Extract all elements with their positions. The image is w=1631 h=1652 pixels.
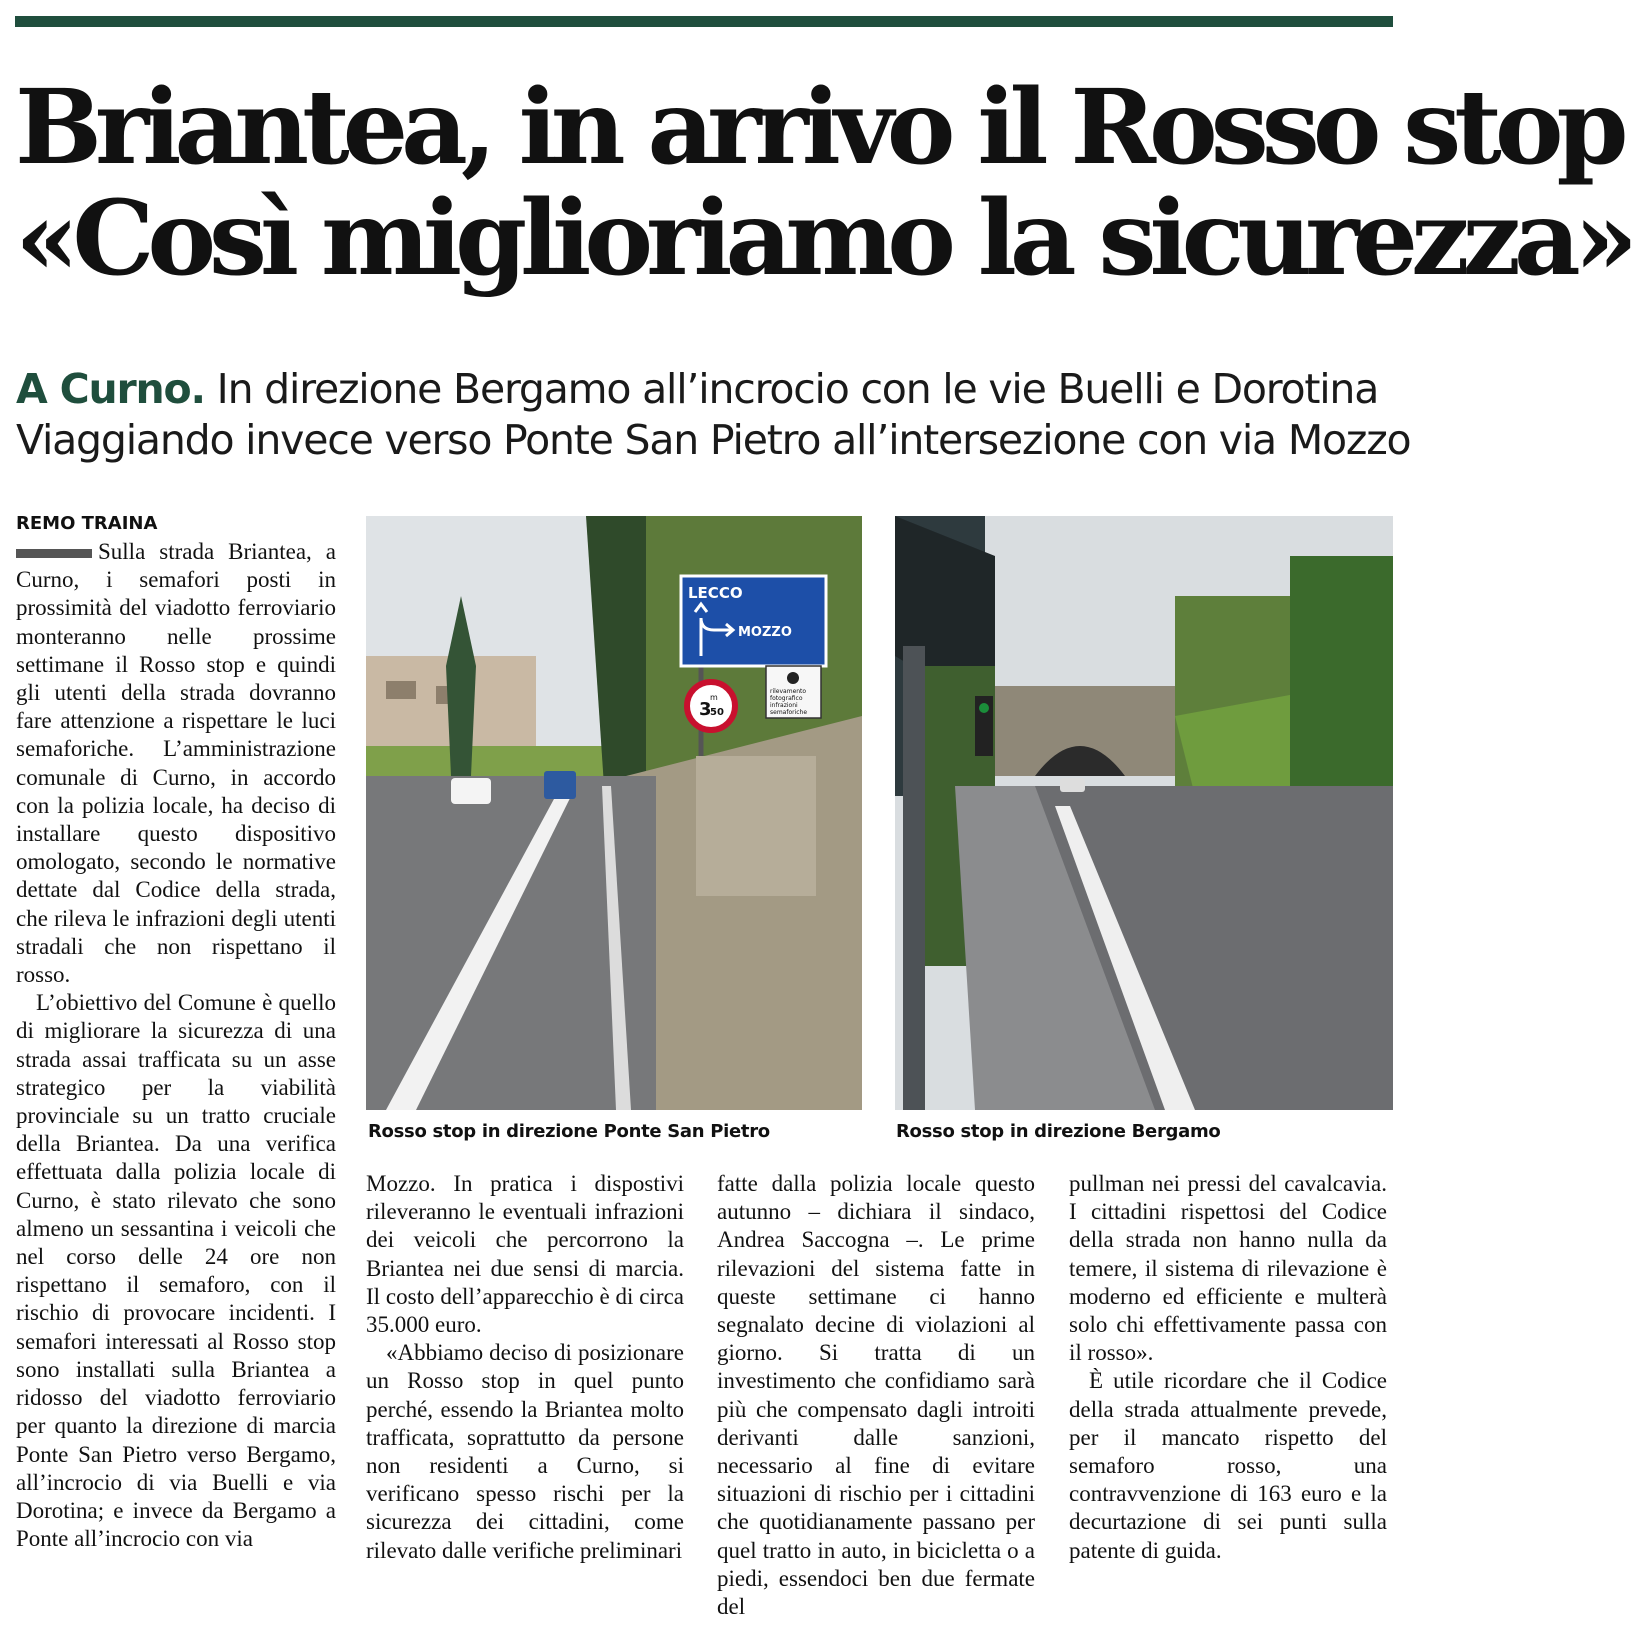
byline: REMO TRAINA <box>16 513 158 534</box>
subhead-line-1-text: In direzione Bergamo all’incrocio con le vie Buelli e Dorotina <box>204 365 1379 413</box>
panel-line-3: infrazioni <box>770 702 798 709</box>
subhead <box>16 364 1411 466</box>
subhead-line-1 <box>16 364 1406 415</box>
headline-line-1: Briantea, in arrivo il Rosso stop <box>15 67 1622 188</box>
paragraph: È utile ricordare che il Codice della strada attualmente prevede, per il mancato rispetto del semaforo rosso, una contravvenzione di 163 euro e la decurtazione di sei punti sulla patente di guida. <box>1069 1368 1387 1563</box>
headline <box>15 67 1631 299</box>
limit-value-text: 3 <box>699 699 712 720</box>
panel-line-1: rilevamento <box>770 688 807 695</box>
subhead-kicker: A Curno. <box>16 365 205 413</box>
panel-line-4: semaforiche <box>770 709 808 716</box>
article-column-2 <box>366 1170 684 1565</box>
limit-decimal-text: 50 <box>710 707 724 718</box>
photo-caption: Rosso stop in direzione Ponte San Pietro <box>368 1121 770 1142</box>
article-column-4 <box>1069 1170 1387 1565</box>
article-column-1 <box>16 538 336 1553</box>
photo-ponte-san-pietro <box>366 516 862 1110</box>
paragraph: Mozzo. In pratica i dispostivi rileveranno le eventuali infrazioni dei veicoli che percorrono la Briantea nei due sensi di marcia. Il costo dell’apparecchio è di circa 35.000 euro. <box>366 1171 684 1338</box>
paragraph-text: Sulla strada Briantea, a Curno, i semafori posti in prossimità del viadotto ferroviario monteranno nelle prossime settimane il Rosso stop e quindi gli utenti della strada dovranno fare attenzione a rispettare le luci semaforiche. L’amministrazione comunale di Curno, in accordo con la polizia locale, ha deciso di installare questo dispositivo omologato, secondo le normative dettate dal Codice della strada, che rileva le infrazioni degli utenti stradali che non rispettano il rosso. <box>16 539 336 988</box>
subhead-line-2: Viaggiando invece verso Ponte San Pietro all’intersezione con via Mozzo <box>16 416 1411 464</box>
paragraph: pullman nei pressi del cavalcavia. I cittadini rispettosi del Codice della strada non hanno nulla da temere, il sistema di rilevazione è moderno ed efficiente e multerà solo chi effettivamente passa con il rosso». <box>1069 1171 1387 1366</box>
paragraph: L’obiettivo del Comune è quello di migliorare la sicurezza di una strada assai trafficata su un asse strategico per la viabilità provinciale su un tratto cruciale della Briantea. Da una verifica effettuata dalla polizia locale di Curno, è stato rilevato che sono almeno un sessantina i veicoli che nel corso delle 24 ore non rispettano il semaforo, con il rischio di provocare incidenti. I semafori interessati al Rosso stop sono installati sulla Briantea a ridosso del viadotto ferroviario per quanto la direzione di marcia Ponte San Pietro verso Bergamo, all’incrocio di via Buelli e via Dorotina; e invece da Bergamo a Ponte all’incrocio con via <box>16 990 336 1552</box>
paragraph <box>16 538 336 989</box>
paragraph: fatte dalla polizia locale questo autunno – dichiara il sindaco, Andrea Saccogna –. Le prime rilevazioni del sistema fatte in queste settimane ci hanno segnalato decine di violazioni al giorno. Si tratta di un investimento che confidiamo sarà più che compensato dagli introiti derivanti dalle sanzioni, necessario al fine di evitare situazioni di rischio per i cittadini che quotidianamente passano per quel tratto in auto, in bicicletta o a piedi, essendoci ben due fermate del <box>717 1171 1035 1620</box>
photo-caption: Rosso stop in direzione Bergamo <box>896 1121 1221 1142</box>
limit-unit-text: m <box>710 693 718 702</box>
headline-line-2: «Così miglioriamo la sicurezza» <box>15 178 1631 299</box>
article-column-3 <box>717 1170 1035 1621</box>
photo-bergamo <box>895 516 1393 1110</box>
paragraph: «Abbiamo deciso di posizionare un Rosso stop in quel punto perché, essendo la Briantea molto trafficata, soprattutto da persone non residenti a Curno, si verificano spesso rischi per la sicurezza dei cittadini, come rilevato dalle verifiche preliminari <box>366 1340 684 1563</box>
sign-lecco-text: LECCO <box>688 584 743 602</box>
panel-line-2: fotografico <box>770 695 803 702</box>
top-rule <box>15 16 1393 27</box>
sign-mozzo-text: MOZZO <box>738 625 792 640</box>
